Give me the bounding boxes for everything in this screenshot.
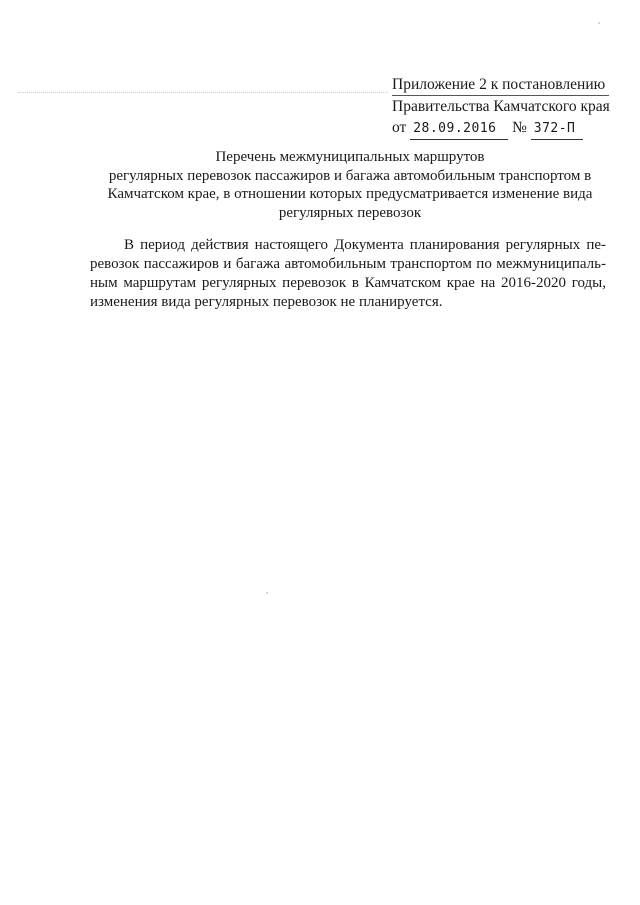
scan-artifact-speck (266, 592, 268, 594)
body-line: ным маршрутам регулярных перевозок в Камчатском крае на 2016-2020 годы, (90, 275, 606, 291)
approval-number-sign: № (512, 119, 527, 136)
body-line: изменения вида регулярных перевозок не планируется. (90, 294, 443, 310)
title-line: регулярных перевозок (278, 204, 422, 221)
approval-stamp-block (392, 74, 632, 140)
approval-number-value: 372-П (531, 118, 583, 140)
title-line: Камчатском крае, в отношении которых предусматривается изменение вида (107, 186, 593, 202)
approval-date-number-line (392, 117, 632, 140)
approval-line-2 (392, 96, 632, 117)
approval-date-prefix: от (392, 119, 407, 136)
body-line: ревозок пассажиров и багажа автомобильным транспортом по межмуниципаль- (90, 256, 606, 272)
title-line: регулярных перевозок пассажиров и багажа автомобильным транспортом в (108, 167, 592, 184)
document-body-paragraph (90, 236, 606, 312)
body-line: В период действия настоящего Документа планирования регулярных пе- (124, 237, 606, 253)
title-line: Перечень межмуниципальных маршрутов (215, 149, 485, 165)
scan-artifact-speck (598, 22, 600, 24)
approval-appendix-label: Приложение 2 к постановлению (392, 74, 609, 96)
document-title (88, 148, 612, 222)
approval-date-value: 28.09.2016 (410, 118, 508, 140)
approval-line-1 (392, 74, 632, 96)
approval-government-label: Правительства Камчатского края (392, 98, 610, 115)
scan-artifact-line (18, 92, 388, 95)
